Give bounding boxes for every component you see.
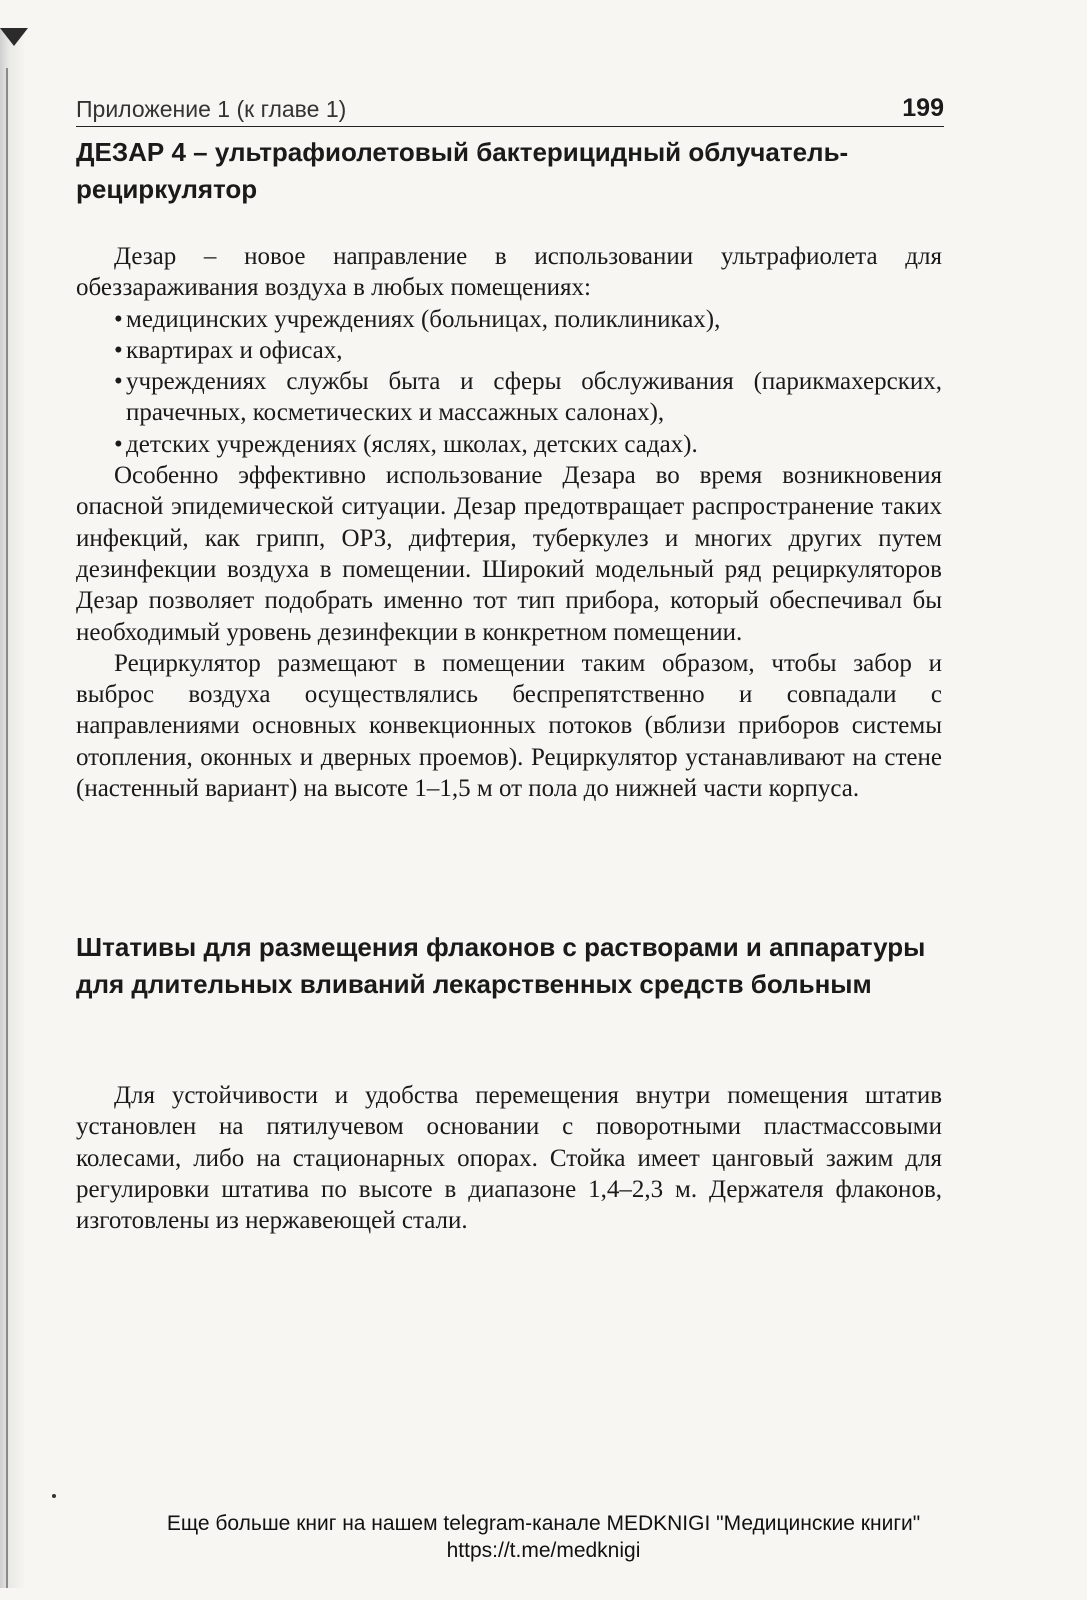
section-body-dezar [76, 241, 942, 804]
scan-speck [52, 1494, 56, 1498]
page-binding-shadow [0, 28, 26, 1588]
section-body-stands [76, 1080, 942, 1236]
footer-promo-text: Еще больше книг на нашем telegram-канале MEDKNIGI "Медицинские книги" [166, 1512, 921, 1535]
section-heading-dezar: ДЕЗАР 4 – ультрафиолетовый бактерицидный облучатель-рециркулятор [76, 137, 849, 204]
list-item: • квартирах и офисах, [114, 335, 942, 366]
binding-edge-line [6, 68, 8, 1588]
running-head [76, 92, 944, 127]
list-item: • учреждениях службы быта и сферы обслуживания (парикмахерских, прачечных, косметических и массажных салонах), [114, 366, 942, 429]
section-heading-stands: Штативы для размещения флаконов с растворами и аппаратуры для длительных вливаний лекарственных средств больным [76, 932, 926, 999]
running-head-title: Приложение 1 (к главе 1) [76, 96, 347, 122]
bullet-list [76, 304, 942, 460]
list-item: • медицинских учреждениях (больницах, поликлиниках), [114, 304, 942, 335]
body-paragraph: Рециркулятор размещают в помещении таким образом, чтобы забор и выброс воздуха осуществлялись беспрепятственно и совпадали с направлениями основных конвекционных потоков (вблизи приборов системы отопления, оконных и дверных проемов). Рециркулятор устанавливают на стене (настенный вариант) на высоте 1–1,5 м от пола до нижней части корпуса. [76, 649, 942, 803]
body-paragraph: Особенно эффективно использование Дезара во время возникновения опасной эпидемической ситуации. Дезар предотвращает распространение таких инфекций, как грипп, ОРЗ, дифтерия, туберкулез и многих других путем дезинфекции воздуха в помещении. Широкий модельный ряд рециркуляторов Дезар позволяет подобрать именно тот тип прибора, который обеспечивал бы необходимый уровень дезинфекции в конкретном помещении. [76, 462, 942, 646]
footer-promo [0, 1510, 1087, 1564]
body-paragraph: Для устойчивости и удобства перемещения внутри помещения штатив установлен на пятилучевом основании с поворотными пластмассовыми колесами, либо на стационарных опорах. Стойка имеет цанговый зажим для регулировки штатива по высоте в диапазоне 1,4–2,3 м. Держателя флаконов, изготовлены из нержавеющей стали. [76, 1082, 942, 1235]
page-number: 199 [902, 94, 944, 122]
list-item: • детских учреждениях (яслях, школах, детских садах). [114, 429, 942, 460]
intro-paragraph: Дезар – новое направление в использовании ультрафиолета для обеззараживания воздуха в любых помещениях: [76, 243, 942, 302]
footer-link[interactable]: https://t.me/medknigi [446, 1539, 641, 1562]
corner-mark-icon [0, 28, 28, 46]
